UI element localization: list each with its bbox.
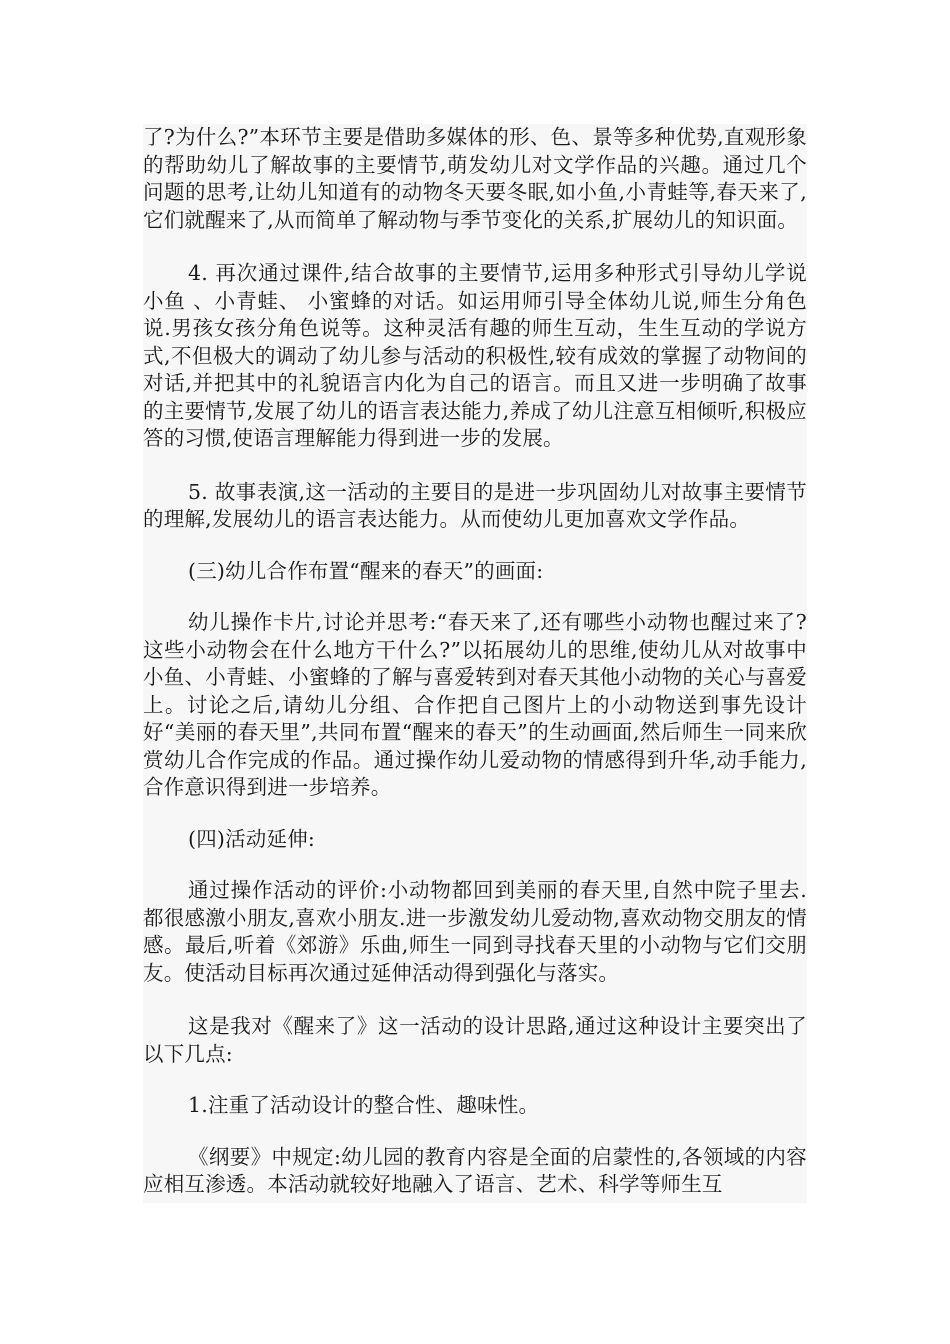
document-body: [143, 124, 807, 1203]
paragraph-extension: 通过操作活动的评价:小动物都回到美丽的春天里,自然中院子里去.都很感激小朋友,喜欢小朋友.进一步激发幼儿爱动物,喜欢动物交朋友的情感。最后,听着《郊游》乐曲,师生一同到寻找春天里的小动物与它们交朋友。使活动目标再次通过延伸活动得到强化与落实。: [143, 878, 807, 985]
paragraph-step-5: 5. 故事表演,这一活动的主要目的是进一步巩固幼儿对故事主要情节的理解,发展幼儿的语言表达能力。从而使幼儿更加喜欢文学作品。: [143, 479, 807, 531]
paragraph-guideline: 《纲要》中规定:幼儿园的教育内容是全面的启蒙性的,各领域的内容应相互渗透。本活动就较好地融入了语言、艺术、科学等师生互: [143, 1144, 807, 1196]
paragraph-multimedia-intro: 了?为什么?”本环节主要是借助多媒体的形、色、景等多种优势,直观形象的帮助幼儿了解故事的主要情节,萌发幼儿对文学作品的兴趣。通过几个问题的思考,让幼儿知道有的动物冬天要冬眠,如小鱼,小青蛙等,春天来了,它们就醒来了,从而简单了解动物与季节变化的关系,扩展幼儿的知识面。: [143, 125, 807, 232]
section-heading-3: (三)幼儿合作布置“醒来的春天”的画面:: [188, 558, 544, 583]
paragraph-design-summary: 这是我对《醒来了》这一活动的设计思路,通过这种设计主要突出了以下几点:: [143, 1014, 807, 1066]
paragraph-step-4: 4. 再次通过课件,结合故事的主要情节,运用多种形式引导幼儿学说小鱼 、小青蛙、 小蜜蜂的对话。如运用师引导全体幼儿说,师生分角色说.男孩女孩分角色说等。这种灵活有趣的师生互动，生生互动的学说方式,不但极大的调动了幼儿参与活动的积极性,较有成效的掌握了动物间的对话,并把其中的礼貌语言内化为自己的语言。而且又进一步明确了故事的主要情节,发展了幼儿的语言表达能力,养成了幼儿注意互相倾听,积极应答的习惯,使语言理解能力得到进一步的发展。: [143, 261, 807, 450]
paragraph-card-operation: 幼儿操作卡片,讨论并思考:“春天来了,还有哪些小动物也醒过来了?这些小动物会在什么地方干什么?”以拓展幼儿的思维,使幼儿从对故事中小鱼、小青蛙、小蜜蜂的了解与喜爱转到对春天其他小动物的关心与喜爱上。讨论之后,请幼儿分组、合作把自己图片上的小动物送到事先设计好“美丽的春天里”,共同布置“醒来的春天”的生动画面,然后师生一同来欣赏幼儿合作完成的作品。通过操作幼儿爱动物的情感得到升华,动手能力,合作意识得到进一步培养。: [143, 610, 807, 799]
paragraph-point-1: 1.注重了活动设计的整合性、趣味性。: [188, 1093, 540, 1117]
section-heading-4: (四)活动延伸:: [188, 826, 316, 851]
